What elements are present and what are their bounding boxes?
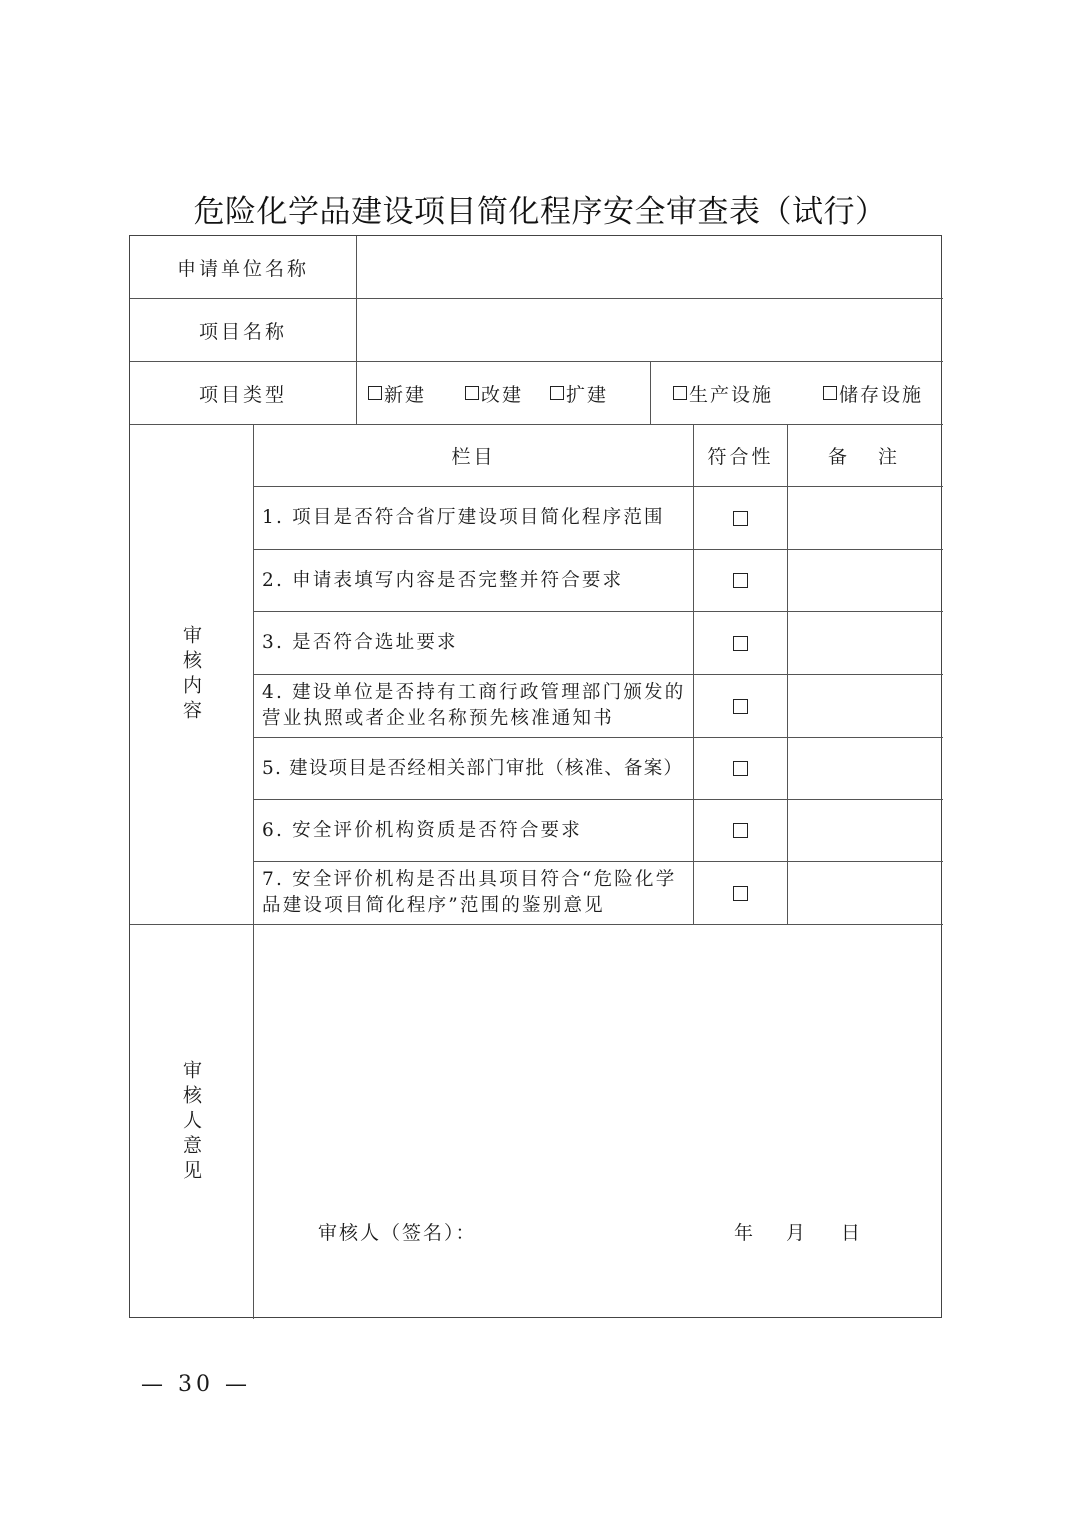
facility-option-storage[interactable]: 储存设施 — [823, 362, 943, 424]
checkbox-storage[interactable] — [823, 386, 837, 400]
applicant-name-label: 申请单位名称 — [176, 257, 309, 280]
conformity-cell-6[interactable] — [694, 800, 787, 861]
conformity-cell-3[interactable] — [694, 612, 787, 674]
conformity-checkbox-7[interactable] — [733, 886, 748, 901]
review-item-5: 5. 建设项目是否经相关部门审批（核准、备案） — [262, 757, 684, 779]
type-option-renovate[interactable]: 改建 — [465, 362, 550, 424]
conformity-cell-7[interactable] — [694, 862, 787, 924]
date-day-label: 日 — [840, 1221, 863, 1244]
review-item-6: 6. 安全评价机构资质是否符合要求 — [262, 819, 582, 841]
review-item-4: 4. 建设单位是否持有工商行政管理部门颁发的营业执照或者企业名称预先核准通知书 — [262, 682, 686, 729]
project-type-label: 项目类型 — [198, 383, 287, 406]
checkbox-new[interactable] — [368, 386, 382, 400]
conformity-cell-2[interactable] — [694, 550, 787, 611]
conformity-checkbox-5[interactable] — [733, 761, 748, 776]
conformity-cell-4[interactable] — [694, 675, 787, 737]
conformity-cell-1[interactable] — [694, 487, 787, 549]
signature-field[interactable] — [536, 1211, 716, 1251]
review-item-7: 7. 安全评价机构是否出具项目符合“危险化学品建设项目简化程序”范围的鉴别意见 — [262, 869, 677, 916]
conformity-cell-5[interactable] — [694, 738, 787, 799]
conformity-checkbox-4[interactable] — [733, 699, 748, 714]
opinion-section-label: 审核人意见 — [180, 1059, 202, 1185]
project-name-label: 项目名称 — [198, 320, 287, 343]
date-year-label: 年 — [733, 1221, 756, 1244]
page-number: — 30 — — [141, 1372, 251, 1397]
conformity-checkbox-1[interactable] — [733, 511, 748, 526]
applicant-name-field[interactable] — [357, 236, 943, 298]
type-option-expand[interactable]: 扩建 — [550, 362, 645, 424]
column-header-remarks: 备 注 — [827, 446, 903, 468]
checkbox-renovate[interactable] — [465, 386, 479, 400]
conformity-checkbox-6[interactable] — [733, 823, 748, 838]
form-title: 危险化学品建设项目简化程序安全审查表（试行） — [193, 194, 887, 230]
date-month-label: 月 — [785, 1221, 808, 1244]
type-option-new[interactable]: 新建 — [368, 362, 458, 424]
checkbox-expand[interactable] — [550, 386, 564, 400]
review-item-3: 3. 是否符合选址要求 — [262, 632, 458, 653]
facility-option-production[interactable]: 生产设施 — [673, 362, 803, 424]
checkbox-production[interactable] — [673, 386, 687, 400]
signature-label: 审核人（签名）： — [318, 1221, 477, 1244]
project-name-field[interactable] — [357, 299, 943, 361]
column-header-item: 栏目 — [451, 446, 496, 468]
column-header-conformity: 符合性 — [707, 446, 774, 468]
opinion-text-area[interactable] — [254, 925, 943, 1195]
review-form-table — [129, 235, 942, 1318]
review-item-1: 1. 项目是否符合省厅建设项目简化程序范围 — [262, 507, 665, 528]
review-section-label: 审核内容 — [180, 624, 202, 725]
conformity-checkbox-3[interactable] — [733, 636, 748, 651]
review-item-2: 2. 申请表填写内容是否完整并符合要求 — [262, 569, 624, 591]
conformity-checkbox-2[interactable] — [733, 573, 748, 588]
